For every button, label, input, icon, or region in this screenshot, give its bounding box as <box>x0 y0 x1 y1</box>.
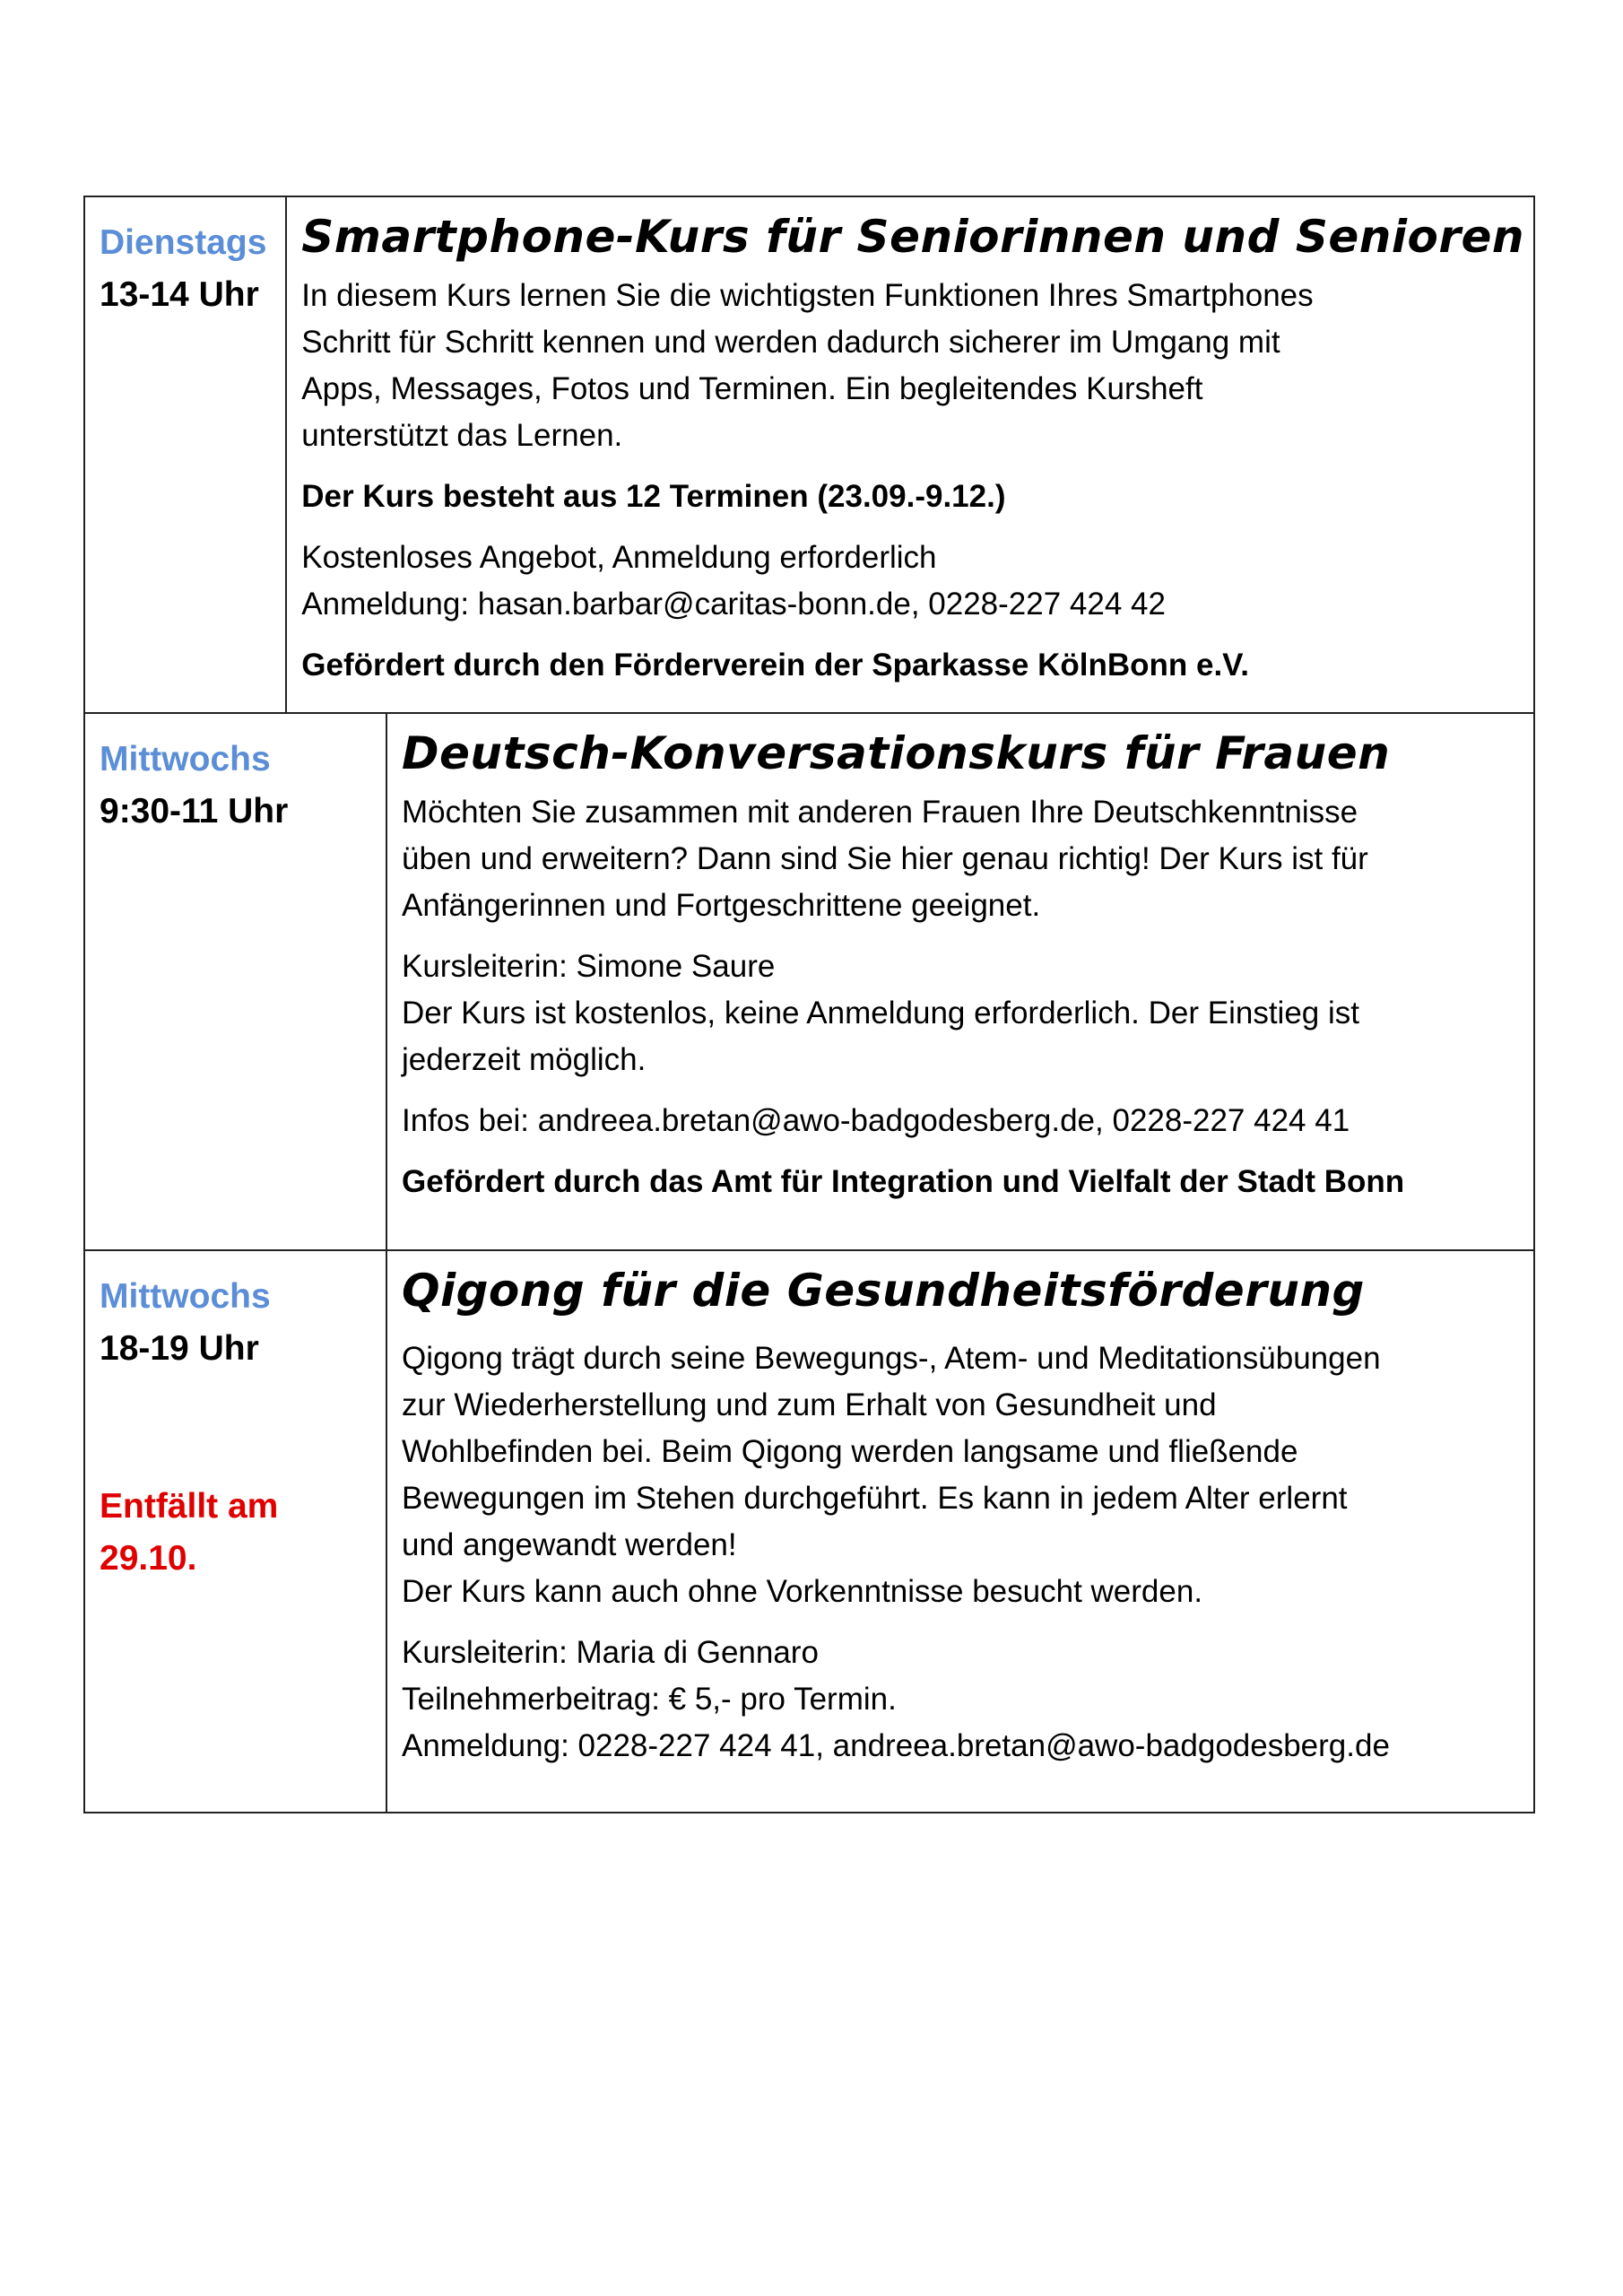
cancellation-date: 29.10. <box>100 1539 197 1578</box>
course-day: Mittwochs <box>100 740 271 778</box>
course-instructor: Kursleiterin: Simone Saure <box>402 949 776 984</box>
course-row-qigong <box>85 1249 1533 1812</box>
cancellation-label: Entfällt am <box>100 1487 279 1526</box>
text-line: Der Kurs ist kostenlos, keine Anmeldung erforderlich. Der Einstieg ist <box>402 996 1359 1031</box>
course-details <box>287 197 1533 712</box>
text-line: Apps, Messages, Fotos und Terminen. Ein begleitendes Kursheft <box>301 371 1203 406</box>
course-row-smartphone <box>85 197 1533 712</box>
course-schedule: Der Kurs besteht aus 12 Terminen (23.09.-9.12.) <box>301 479 1006 514</box>
cancellation-notice <box>100 1481 386 1585</box>
course-details <box>387 714 1533 1249</box>
text-line: üben und erweitern? Dann sind Sie hier genau richtig! Der Kurs ist für <box>402 841 1368 876</box>
registration-contact: Anmeldung: 0228-227 424 41, andreea.bretan@awo-badgodesberg.de <box>402 1728 1390 1763</box>
course-time: 9:30-11 Uhr <box>100 792 289 831</box>
text-line: In diesem Kurs lernen Sie die wichtigsten Funktionen Ihres Smartphones <box>301 278 1314 313</box>
text-line: Möchten Sie zusammen mit anderen Frauen Ihre Deutschkenntnisse <box>402 795 1358 830</box>
course-info <box>301 535 1524 628</box>
course-description <box>301 273 1524 459</box>
course-info <box>402 944 1524 1083</box>
course-fee: Teilnehmerbeitrag: € 5,- pro Termin. <box>402 1682 897 1717</box>
course-contact: Infos bei: andreea.bretan@awo-badgodesberg.de, 0228-227 424 41 <box>402 1103 1350 1138</box>
course-description <box>402 1335 1524 1615</box>
text-line: Kostenloses Angebot, Anmeldung erforderlich <box>301 540 937 575</box>
text-line: Der Kurs kann auch ohne Vorkenntnisse besucht werden. <box>402 1574 1203 1609</box>
text-line: Wohlbefinden bei. Beim Qigong werden langsame und fließende <box>402 1434 1298 1469</box>
course-row-deutsch <box>85 712 1533 1249</box>
course-instructor: Kursleiterin: Maria di Gennaro <box>402 1635 819 1670</box>
course-info <box>402 1630 1524 1770</box>
text-line: und angewandt werden! <box>402 1527 737 1562</box>
course-description <box>402 789 1524 929</box>
course-funding: Gefördert durch das Amt für Integration und Vielfalt der Stadt Bonn <box>402 1164 1405 1199</box>
course-day: Dienstags <box>100 223 267 262</box>
course-table <box>83 196 1535 1813</box>
course-time: 18-19 Uhr <box>100 1329 259 1368</box>
schedule-cell <box>85 714 387 1249</box>
text-line: zur Wiederherstellung und zum Erhalt von Gesundheit und <box>402 1387 1217 1422</box>
course-time: 13-14 Uhr <box>100 275 259 314</box>
course-title: Smartphone-Kurs für Seniorinnen und Senioren <box>301 211 1524 263</box>
text-line: jederzeit möglich. <box>402 1042 647 1077</box>
text-line: Qigong trägt durch seine Bewegungs-, Atem- und Meditationsübungen <box>402 1341 1381 1376</box>
course-title: Qigong für die Gesundheitsförderung <box>402 1265 1365 1317</box>
text-line: unterstützt das Lernen. <box>301 418 623 453</box>
course-day: Mittwochs <box>100 1277 271 1316</box>
course-funding: Gefördert durch den Förderverein der Sparkasse KölnBonn e.V. <box>301 648 1250 683</box>
schedule-cell <box>85 1251 387 1812</box>
course-details <box>387 1251 1533 1812</box>
text-line: Schritt für Schritt kennen und werden dadurch sicherer im Umgang mit <box>301 325 1280 360</box>
text-line: Bewegungen im Stehen durchgeführt. Es kann in jedem Alter erlernt <box>402 1481 1348 1516</box>
registration-contact: Anmeldung: hasan.barbar@caritas-bonn.de, 0228-227 424 42 <box>301 587 1166 622</box>
schedule-cell <box>85 197 287 712</box>
course-title: Deutsch-Konversationskurs für Frauen <box>402 727 1391 779</box>
text-line: Anfängerinnen und Fortgeschrittene geeignet. <box>402 888 1041 923</box>
